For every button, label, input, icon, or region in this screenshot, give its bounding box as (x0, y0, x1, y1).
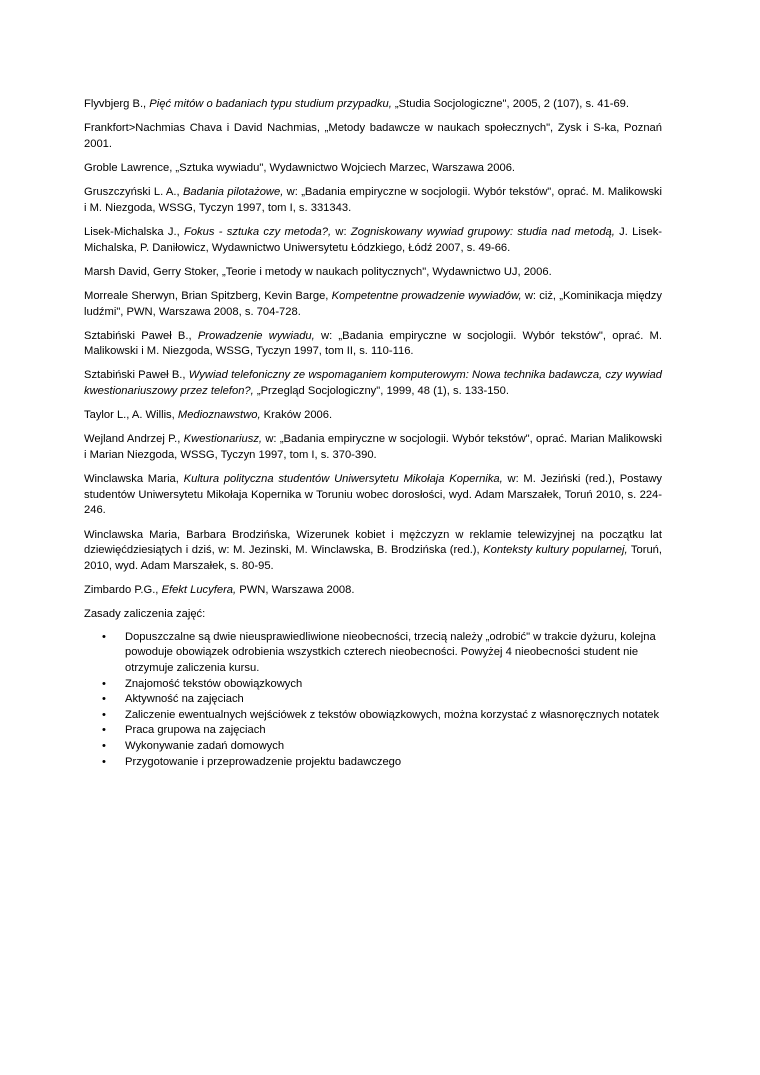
rule-item (84, 755, 662, 771)
bibliography (84, 97, 662, 599)
bibliography-entry (84, 329, 662, 360)
bibliography-entry (84, 408, 662, 424)
rule-text: Dopuszczalne są dwie nieusprawiedliwione nieobecności, trzecią należy „odrobić" w trakcie dyżuru, kolejna powoduje obowiązek odrobienia wszystkich czterech nieobecności. Powyżej 4 nieobecności student nie otrzymuje zaliczenia kursu. (125, 630, 656, 674)
entry-text: Lisek-Michalska J., (84, 225, 184, 238)
rule-text: Praca grupowa na zajęciach (125, 724, 266, 737)
rule-item (84, 723, 662, 739)
entry-text: w: „Badania empiryczne w socjologii. Wybór tekstów", oprać. M. Malikowski i M. Niezgoda, WSSG, Tyczyn 1997, tom II, s. 110-116. (84, 329, 662, 358)
entry-text: w: (331, 225, 351, 238)
entry-title: Konteksty kultury popularnej, (483, 544, 628, 557)
entry-title: Kultura polityczna studentów Uniwersytetu Mikołaja Kopernika, (183, 473, 503, 486)
bullet-icon: • (102, 630, 106, 643)
rule-text: Przygotowanie i przeprowadzenie projektu badawczego (125, 755, 402, 768)
entry-text: Kraków 2006. (260, 409, 333, 422)
entry-text: Marsh David, Gerry Stoker, „Teorie i metody w naukach politycznych", Wydawnictwo UJ, 2006. (84, 265, 552, 278)
bibliography-entry (84, 97, 662, 113)
bullet-icon: • (102, 755, 106, 768)
entry-text: w: M. Jeziński (red.), Postawy studentów Uniwersytetu Mikołaja Kopernika w Toruniu wobec dorosłości, wyd. Adam Marszałek, Toruń 2010, s. 224-246. (84, 473, 662, 517)
entry-text: Toruń, 2010, wyd. Adam Marszałek, s. 80-95. (84, 544, 663, 572)
entry-title: Medioznawstwo, (177, 409, 261, 422)
entry-title: Zogniskowany wywiad grupowy: studia nad metodą, (350, 225, 615, 238)
entry-text: Sztabiński Paweł B., (84, 369, 189, 382)
rule-text: Wykonywanie zadań domowych (125, 739, 285, 752)
bullet-icon: • (102, 739, 106, 752)
rule-item (84, 630, 662, 677)
bibliography-entry (84, 472, 662, 519)
bibliography-entry (84, 161, 662, 177)
rule-item (84, 739, 662, 755)
entry-text: Flyvbjerg B., (84, 98, 150, 110)
entry-title: Efekt Lucyfera, (161, 583, 237, 596)
bullet-icon: • (102, 708, 106, 721)
entry-text: w: „Badania empiryczne w socjologii. Wybór tekstów", oprać. Marian Malikowski i Marian Niezgoda, WSSG, Tyczyn 1997, tom I, s. 370-390. (84, 433, 662, 462)
rules-heading: Zasady zaliczenia zajęć: (84, 608, 206, 621)
entry-text: Frankfort>Nachmias Chava i David Nachmias, „Metody badawcze w naukach społecznych", Zysk i S-ka, Poznań 2001. (84, 122, 662, 150)
entry-text: Sztabiński Paweł B., (84, 329, 198, 342)
entry-title: Kwestionariusz, (183, 433, 263, 446)
entry-text: w: „Badania empiryczne w socjologii. Wybór tekstów", oprać. M. Malikowski i M. Niezgoda, WSSG, Tyczyn 1997, tom I, s. 331343. (84, 186, 662, 214)
entry-text: Gruszczyński L. A., (84, 186, 183, 199)
bibliography-entry (84, 289, 662, 320)
rule-text: Aktywność na zajęciach (125, 693, 244, 706)
entry-text: Wejland Andrzej P., (84, 433, 184, 446)
bibliography-entry (84, 265, 662, 281)
bibliography-entry (84, 121, 662, 152)
entry-text: Morreale Sherwyn, Brian Spitzberg, Kevin Barge, (84, 289, 332, 302)
rule-item (84, 708, 662, 724)
entry-title: Fokus - sztuka czy metoda?, (183, 225, 332, 238)
entry-text: PWN, Warszawa 2008. (236, 583, 355, 596)
entry-title: Wywiad telefoniczny ze wspomaganiem komputerowym: Nowa technika badawcza, czy wywiad kwestionariuszowy przez telefon?, (84, 369, 663, 398)
rule-text: Znajomość tekstów obowiązkowych (125, 677, 303, 690)
bibliography-entry (84, 432, 662, 463)
rules-list (84, 630, 662, 770)
bibliography-entry (84, 583, 662, 599)
entry-text: Zimbardo P.G., (84, 583, 162, 596)
entry-text: „Studia Socjologiczne", 2005, 2 (107), s. 41-69. (391, 98, 629, 110)
entry-text: Taylor L., A. Willis, (84, 409, 178, 422)
entry-title: Kompetentne prowadzenie wywiadów, (331, 289, 522, 302)
bibliography-entry (84, 528, 662, 575)
entry-text: „Przegląd Socjologiczny", 1999, 48 (1), s. 133-150. (253, 385, 509, 398)
entry-text: Winclawska Maria, Barbara Brodzińska, Wizerunek kobiet i mężczyzn w reklamie telewizyjnej na początku lat dziewięćdziesiątych i dziś, w: M. Jezinski, M. Winclawska, B. Brodzińska (red.), (84, 528, 662, 557)
bullet-icon: • (102, 693, 106, 706)
bibliography-entry (84, 368, 662, 399)
rule-item (84, 677, 662, 693)
entry-title: Prowadzenie wywiadu, (197, 329, 315, 342)
bullet-icon: • (102, 724, 106, 737)
entry-title: Pięć mitów o badaniach typu studium przypadku, (149, 98, 392, 110)
bibliography-entry (84, 225, 662, 256)
document-content (84, 97, 662, 770)
rule-item (84, 692, 662, 708)
bullet-icon: • (102, 677, 106, 690)
entry-text: Winclawska Maria, (84, 473, 184, 486)
entry-text: J. Lisek-Michalska, P. Daniłowicz, Wydawnictwo Uniwersytetu Łódzkiego, Łódź 2007, s. 49-66. (84, 225, 663, 254)
bibliography-entry (84, 185, 662, 216)
entry-title: Badania pilotażowe, (182, 186, 284, 199)
entry-text: w: ciż, „Kominikacja między ludźmi", PWN, Warszawa 2008, s. 704-728. (84, 289, 662, 318)
rule-text: Zaliczenie ewentualnych wejściówek z tekstów obowiązkowych, można korzystać z własnoręcznych notatek (125, 708, 660, 721)
entry-text: Groble Lawrence, „Sztuka wywiadu", Wydawnictwo Wojciech Marzec, Warszawa 2006. (84, 161, 516, 174)
